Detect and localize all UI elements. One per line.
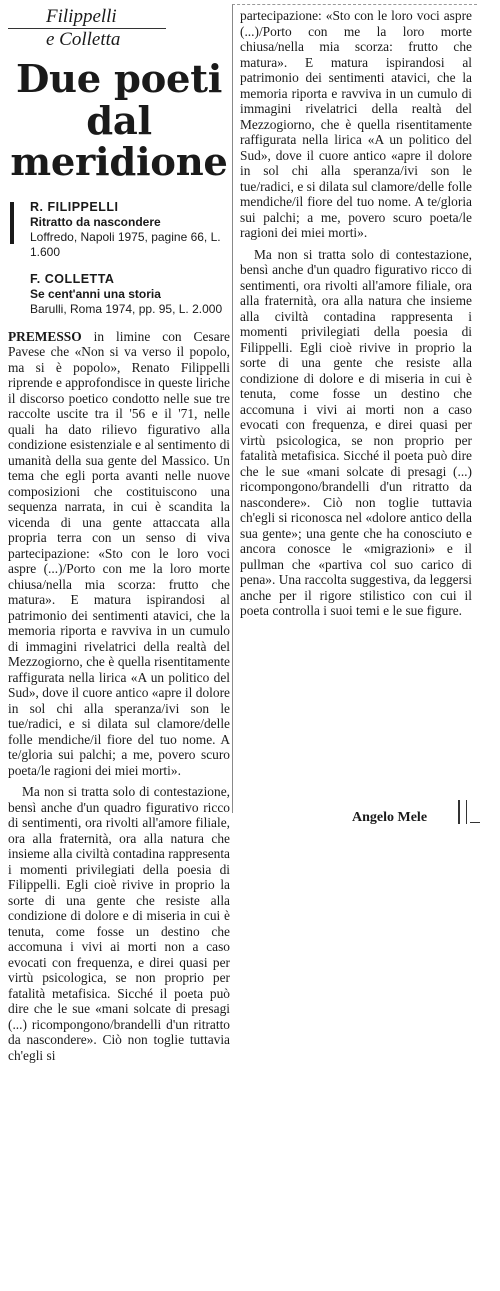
- book-entry-colletta: [8, 272, 230, 317]
- margin-bar: [458, 800, 460, 824]
- book-entry-filippelli: [8, 200, 230, 260]
- article-paragraph: partecipazione: «Sto con le loro voci aspre (...)/Porto con me la loro morte chiusa/nella mia scorza: frutto che matura». E matura ispirandosi al patrimonio dei sentimenti atavici, che la memoria riporta e ravviva in un cumulo di immagini rivelatrici della realtà del Mezzogiorno, che è quella risentitamente raffigurata nella lirica «A un politico del Sud», dove il cuore antico «apre il dolore in sol chi alla speranza/ivi son le tue/radici, e si dilata sul clamore/delle folle mendiche/il fiore del tuo nome. A te/gloria sui palchi; a me, povero scuro poeta/le ragioni dei miei morti».: [240, 8, 472, 240]
- margin-bar: [466, 800, 467, 824]
- article-paragraph: Ma non si tratta solo di contestazione, bensì anche d'un quadro figurativo ricco di sentimenti, ora rivolti all'amore filiale, ora alla fraternità, ora alla natura che insieme alla civiltà contadina rappresenta i momenti privilegiati della poesia di Filippelli. Egli cioè rivive in proprio la sorte di una gente che resiste alla condizione di dolore e di miseria in cui è tenuta, come fosse un destino che accomuna i vivi ai morti non a caso evocati con frequenza, e direi quasi per virtù psicologica, se non proprio per fatalità metafisica. Sicché il poeta può dire che le sue «mani solcate di presagi (...) ricompongono/brandelli d'un ritratto da nascondere». Ciò non toglie tuttavia ch'egli si: [8, 784, 230, 1063]
- headline-line: Due poeti: [15, 57, 223, 102]
- margin-mark: [10, 202, 14, 244]
- right-column: [240, 8, 472, 619]
- kicker-line-2: e Colletta: [46, 29, 121, 50]
- book-title: Ritratto da nascondere: [30, 214, 161, 229]
- article-paragraph: [8, 329, 230, 779]
- headline: [8, 59, 230, 184]
- kicker-line-1: Filippelli: [8, 6, 166, 29]
- book-publication: Barulli, Roma 1974, pp. 95, L. 2.000: [30, 301, 223, 316]
- opening-word: PREMESSO: [8, 328, 82, 344]
- book-author: R. FILIPPELLI: [30, 199, 119, 214]
- paragraph-text: in limine con Cesare Pavese che «Non si va verso il popolo, ma si è popolo», Renato Filippelli riprende e approfondisce in queste liriche il discorso poetico condotto nelle sue tre raccolte uscite tra il '56 e il '71, nelle quali ha dato rilievo figurativo alla condizione esistenziale e al sentimento di umanità della sua gente del Massico. Un tema che egli porta avanti nelle nuove composizioni che costituiscono una sequenza narrata, in cui è scandita la vicenda di una gente attaccata alla propria terra con un senso di viva partecipazione: «Sto con le loro voci aspre (...)/Porto con me la loro morte chiusa/nella mia scorza: frutto che matura». E matura ispirandosi al patrimonio dei sentimenti atavici, che la memoria riporta e ravviva in un cumulo di immagini rivelatrici della realtà del Mezzogiorno, che è quella risentitamente raffigurata nella lirica «A un politico del Sud», dove il cuore antico «apre il dolore in sol chi alla speranza/ivi son le tue/radici, e si dilata sul clamore/delle folle mendiche/il fiore del tuo nome. A te/gloria sui palchi; a me, povero scuro poeta/le ragioni dei miei morti».: [8, 328, 230, 778]
- article-body-right: [240, 8, 472, 619]
- margin-dash: [470, 822, 480, 823]
- article-body-left: [8, 329, 230, 1064]
- book-publication: Loffredo, Napoli 1975, pagine 66, L. 1.600: [30, 229, 221, 259]
- author-signature: Angelo Mele: [352, 810, 428, 825]
- book-author: F. COLLETTA: [30, 271, 115, 286]
- left-column: [8, 6, 230, 1063]
- book-title: Se cent'anni una storia: [30, 286, 161, 301]
- headline-line: meridione: [10, 140, 228, 185]
- article-paragraph: Ma non si tratta solo di contestazione, bensì anche d'un quadro figurativo ricco di sentimenti, ora rivolti all'amore filiale, ora alla fraternità, ora alla natura che insieme alla civiltà contadina rappresenta i momenti privilegiati della poesia di Filippelli. Egli cioè rivive in proprio la sorte di una gente che resiste alla condizione di dolore e di miseria in cui è tenuta, come fosse un destino che accomuna i vivi ai morti non a caso evocati con frequenza, e direi quasi per virtù psicologica, se non proprio per fatalità metafisica. Sicché il poeta può dire che le sue «mani solcate di presagi (...) ricompongono/brandelli d'un ritratto da nascondere». Ciò non toglie tuttavia ch'egli si riconosca nel «dolore antico della sua gente»; una gente che ha conosciuto e ancora conosce le «migrazioni» e il pullman che «partiva col suo carico di pena». Una raccolta suggestiva, da leggersi anche per il rigore stilistico con cui il poeta controlla i suoi temi e le sue figure.: [240, 246, 472, 618]
- headline-line: dal: [86, 98, 152, 144]
